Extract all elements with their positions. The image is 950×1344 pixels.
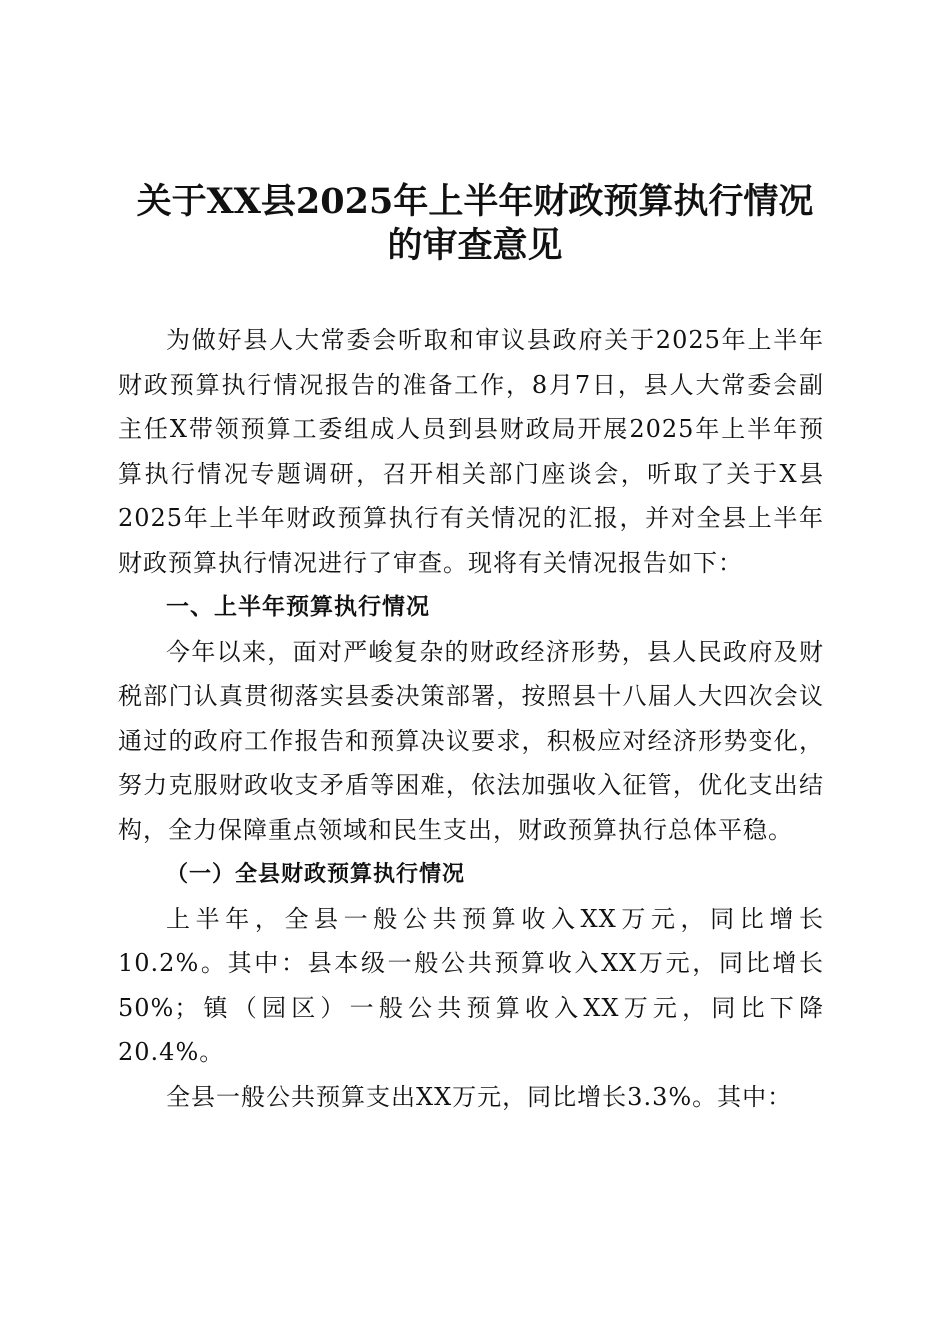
- document-body: [118, 318, 824, 1119]
- subsection-heading-1: （一）全县财政预算执行情况: [166, 861, 466, 887]
- expenditure-paragraph: 全县一般公共预算支出XX万元，同比增长3.3%。其中：: [166, 1082, 793, 1111]
- intro-paragraph: 为做好县人大常委会听取和审议县政府关于2025年上半年财政预算执行情况报告的准备工作，8月7日，县人大常委会副主任X带领预算工委组成人员到县财政局开展2025年上半年预算执行情况专题调研，召开相关部门座谈会，听取了关于X县2025年上半年财政预算执行有关情况的汇报，并对全县上半年财政预算执行情况进行了审查。现将有关情况报告如下：: [118, 326, 824, 577]
- title-line-2: 的审查意见: [387, 225, 563, 266]
- title-line-1: 关于XX县2025年上半年财政预算执行情况: [136, 181, 814, 222]
- overview-paragraph: 今年以来，面对严峻复杂的财政经济形势，县人民政府及财税部门认真贯彻落实县委决策部署，按照县十八届人大四次会议通过的政府工作报告和预算决议要求，积极应对经济形势变化，努力克服财政收支矛盾等困难，依法加强收入征管，优化支出结构，全力保障重点领域和民生支出，财政预算执行总体平稳。: [118, 637, 824, 844]
- section-heading-1: 一、上半年预算执行情况: [166, 594, 430, 620]
- revenue-paragraph: 上半年，全县一般公共预算收入XX万元，同比增长10.2%。其中：县本级一般公共预算收入XX万元，同比增长50%；镇（园区）一般公共预算收入XX万元，同比下降20.4%。: [118, 904, 824, 1066]
- document-title: [100, 180, 850, 268]
